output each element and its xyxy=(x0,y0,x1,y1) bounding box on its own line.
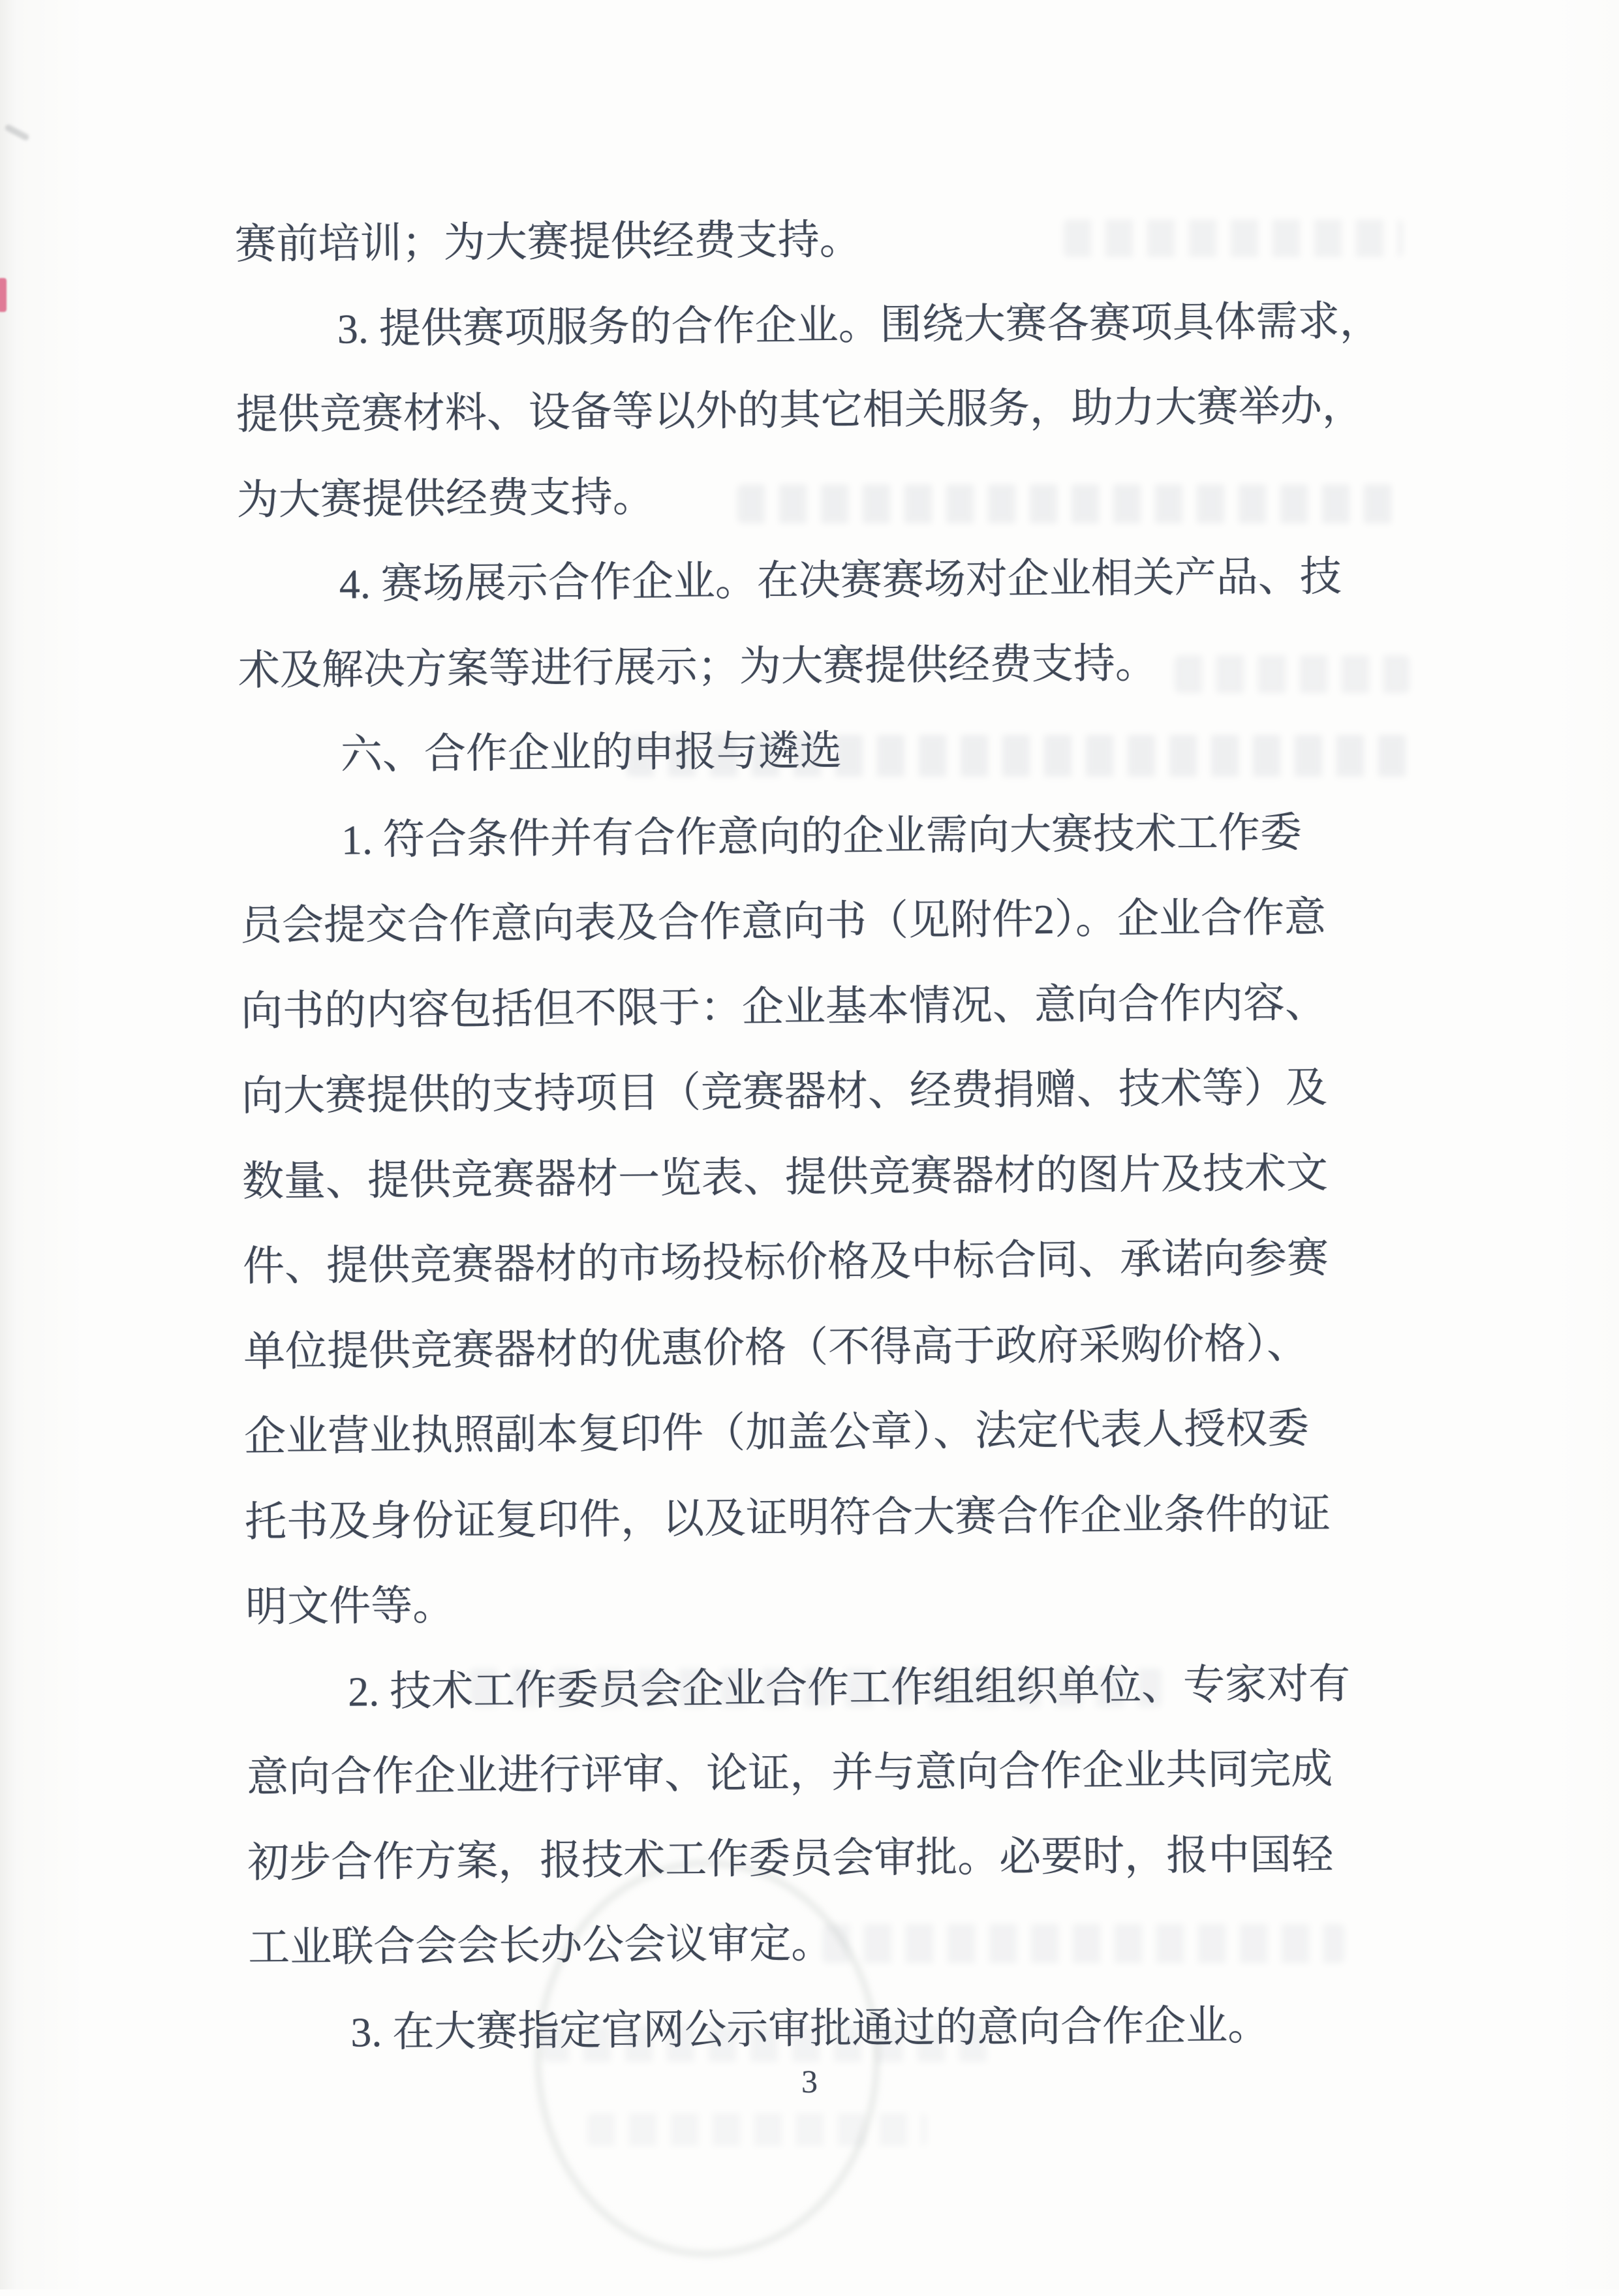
document-line: 向书的内容包括但不限于：企业基本情况、意向合作内容、 xyxy=(240,979,1327,1034)
document-line: 3. 提供赛项服务的合作企业。围绕大赛各赛项具体需求， xyxy=(337,298,1382,352)
document-line: 向大赛提供的支持项目（竞赛器材、经费捐赠、技术等）及 xyxy=(241,1064,1328,1119)
document-line: 单位提供竞赛器材的优惠价格（不得高于政府采购价格）、 xyxy=(243,1320,1309,1375)
document-line: 意向合作企业进行评审、论证，并与意向合作企业共同完成 xyxy=(246,1745,1333,1801)
document-line: 托书及身份证复印件，以及证明符合大赛合作企业条件的证 xyxy=(244,1490,1331,1545)
document-line: 2. 技术工作委员会企业合作工作组组织单位、专家对有 xyxy=(347,1660,1351,1715)
document-line: 件、提供竞赛器材的市场投标价格及中标合同、承诺向参赛 xyxy=(242,1234,1329,1290)
page-number: 3 xyxy=(801,2063,818,2100)
document-line: 3. 在大赛指定官网公示审批通过的意向合作企业。 xyxy=(350,2002,1270,2056)
document-line: 1. 符合条件并有合作意向的企业需向大赛技术工作委 xyxy=(341,809,1303,863)
document-line: 赛前培训；为大赛提供经费支持。 xyxy=(234,216,862,268)
document-line: 工业联合会会长办公会议审定。 xyxy=(247,1919,833,1971)
document-line: 初步合作方案，报技术工作委员会审批。必要时，报中国轻 xyxy=(247,1831,1334,1886)
document-line: 4. 赛场展示合作企业。在决赛赛场对企业相关产品、技 xyxy=(339,553,1342,608)
document-line: 为大赛提供经费支持。 xyxy=(236,473,655,523)
document-line: 提供竞赛材料、设备等以外的其它相关服务，助力大赛举办， xyxy=(236,382,1365,438)
document-line: 员会提交合作意向表及合作意向书（见附件2）。企业合作意 xyxy=(239,893,1327,949)
document-line: 数量、提供竞赛器材一览表、提供竞赛器材的图片及技术文 xyxy=(241,1149,1329,1205)
document-line: 企业营业执照副本复印件（加盖公章）、法定代表人授权委 xyxy=(243,1404,1310,1460)
document-line: 明文件等。 xyxy=(245,1582,455,1630)
section-heading: 六、合作企业的申报与遴选 xyxy=(340,727,842,778)
document-line: 术及解决方案等进行展示；为大赛提供经费支持。 xyxy=(238,640,1158,694)
